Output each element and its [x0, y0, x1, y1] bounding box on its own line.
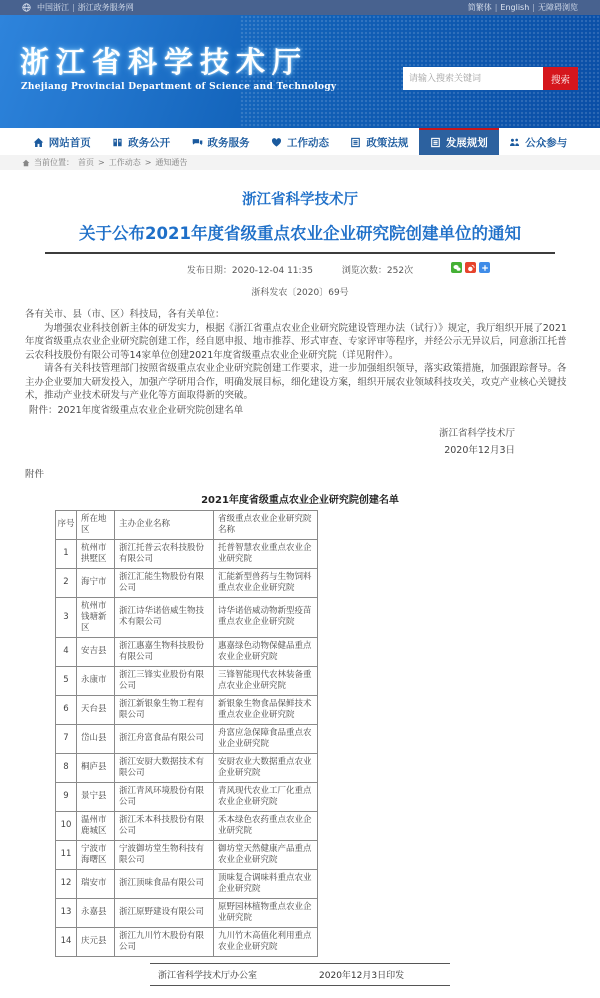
nav-item-6[interactable]: [419, 128, 498, 155]
table-cell: 浙江舟富食品有限公司: [115, 724, 214, 753]
breadcrumb-label: 当前位置：: [34, 158, 74, 167]
signature-org: 浙江省科学技术厅: [438, 428, 515, 439]
separator: |: [532, 3, 535, 12]
article-title-main: 关于公布2021年度省级重点农业企业研究院创建单位的通知: [79, 224, 521, 243]
breadcrumb: [0, 155, 600, 170]
separator: |: [72, 3, 75, 12]
table-cell: 宁波御坊堂生物科技有限公司: [115, 840, 214, 869]
attachment-line: 附件：2021年度省级重点农业企业研究院创建名单: [29, 404, 244, 416]
share-bar: [451, 262, 490, 273]
table-cell: 禾本绿色农药重点农业企业研究院: [214, 811, 318, 840]
nav-label: 政策法规: [366, 137, 409, 149]
table-cell: 新银象生物食品保鲜技术重点农业企业研究院: [214, 695, 318, 724]
table-cell: 5: [56, 666, 77, 695]
table-cell: 14: [56, 927, 77, 956]
doc-number: 浙科发农〔2020〕69号: [251, 288, 349, 298]
top-bar-right-links: [468, 2, 578, 13]
nav-item-1[interactable]: [22, 128, 101, 155]
table-cell: 永康市: [77, 666, 115, 695]
heart-icon: [271, 137, 282, 148]
nav-label: 公众参与: [525, 137, 568, 149]
table-cell: 6: [56, 695, 77, 724]
table-row: [56, 695, 318, 724]
article-title-org: 浙江省科学技术厅: [242, 192, 358, 208]
attachment-label: 附件: [25, 469, 45, 480]
table-cell: 浙江三锋实业股份有限公司: [115, 666, 214, 695]
document-icon: [430, 137, 441, 148]
site-title: 浙江省科学技术厅: [20, 45, 309, 79]
table-cell: 4: [56, 637, 77, 666]
breadcrumb-item-1[interactable]: 首页: [78, 158, 94, 167]
table-cell: 诗华诺倍威动物新型疫苗重点农业企业研究院: [214, 597, 318, 637]
breadcrumb-separator: >: [144, 158, 152, 167]
globe-icon: [22, 3, 31, 12]
table-cell: 杭州市拱墅区: [77, 539, 115, 568]
article: [0, 170, 600, 986]
table-cell: 舟富应急保障食品重点农业企业研究院: [214, 724, 318, 753]
home-icon: [33, 137, 44, 148]
top-link-1[interactable]: 中国浙江: [37, 3, 69, 12]
table-cell: 温州市鹿城区: [77, 811, 115, 840]
wechat-share-icon[interactable]: [451, 262, 462, 273]
separator: |: [494, 3, 498, 12]
table-row: [56, 666, 318, 695]
main-nav: [22, 128, 578, 155]
table-cell: 浙江新银象生物工程有限公司: [115, 695, 214, 724]
table-cell: 浙江惠嘉生物科技股份有限公司: [115, 637, 214, 666]
table-row: [56, 840, 318, 869]
table-cell: 12: [56, 869, 77, 898]
table-cell: 浙江青风环境股份有限公司: [115, 782, 214, 811]
top-right-link-3[interactable]: 无障碍浏览: [538, 3, 578, 12]
table-cell: 浙江托普云农科技股份有限公司: [115, 539, 214, 568]
table-cell: 9: [56, 782, 77, 811]
table-cell: 8: [56, 753, 77, 782]
nav-item-2[interactable]: [101, 128, 180, 155]
table-cell: 2: [56, 568, 77, 597]
table-cell: 1: [56, 539, 77, 568]
more-share-icon[interactable]: [479, 262, 490, 273]
search-button[interactable]: 搜索: [543, 67, 578, 90]
top-right-link-1[interactable]: 简繁体: [467, 3, 492, 12]
table-cell: 汇能新型兽药与生物饲料重点农业企业研究院: [214, 568, 318, 597]
table-row: [56, 782, 318, 811]
table-cell: 13: [56, 898, 77, 927]
table-title: 2021年度省级重点农业企业研究院创建名单: [201, 494, 399, 506]
breadcrumb-item-2[interactable]: 工作动态: [108, 158, 141, 167]
table-header-cell: 所在地区: [77, 510, 115, 539]
table-cell: 浙江安厨大数据技术有限公司: [115, 753, 214, 782]
table-cell: 桐庐县: [77, 753, 115, 782]
search-box: [403, 67, 578, 90]
location-icon: [22, 159, 30, 167]
view-count: 浏览次数：252次: [341, 266, 414, 276]
table-cell: 岱山县: [77, 724, 115, 753]
document-icon: [350, 137, 361, 148]
article-meta: [25, 254, 575, 278]
article-body: [25, 308, 575, 417]
nav-label: 网站首页: [48, 137, 91, 149]
nav-item-3[interactable]: [181, 128, 260, 155]
signature-block: [25, 425, 575, 459]
table-cell: 海宁市: [77, 568, 115, 597]
breadcrumb-separator: >: [98, 158, 105, 167]
table-row: [56, 927, 318, 956]
nav-label: 政务公开: [128, 137, 171, 149]
table-header-cell: 省级重点农业企业研究院名称: [214, 510, 318, 539]
signature-date: 2020年12月3日: [444, 445, 515, 456]
table-cell: 惠嘉绿色动物保健品重点农业企业研究院: [214, 637, 318, 666]
table-cell: 永嘉县: [77, 898, 115, 927]
table-header-cell: 序号: [56, 510, 77, 539]
table-row: [56, 811, 318, 840]
top-right-link-2[interactable]: English: [500, 3, 530, 12]
table-cell: 御坊堂天然健康产品重点农业企业研究院: [214, 840, 318, 869]
weibo-share-icon[interactable]: [465, 262, 476, 273]
issuing-office: 浙江省科学技术厅办公室: [158, 970, 258, 981]
table-cell: 浙江原野建设有限公司: [115, 898, 214, 927]
table-row: [56, 637, 318, 666]
table-cell: 安吉县: [77, 637, 115, 666]
nav-item-4[interactable]: [260, 128, 339, 155]
site-subtitle: Zhejiang Provincial Department of Science and Technology: [21, 82, 337, 92]
book-icon: [112, 137, 123, 148]
table-cell: 浙江九川竹木股份有限公司: [115, 927, 214, 956]
table-cell: 浙江汇能生物股份有限公司: [115, 568, 214, 597]
table-cell: 景宁县: [77, 782, 115, 811]
table-cell: 瑞安市: [77, 869, 115, 898]
table-row: [56, 539, 318, 568]
chat-icon: [192, 137, 203, 148]
paragraph-1: 为增强农业科技创新主体的研发实力，根据《浙江省重点农业企业研究院建设管理办法（试行）》规定，我厅组织开展了2021年度省级重点农业企业研究院创建工作，经自愿申报、地市推荐、形式审查、专家评审等程序，并经公示无异议后，同意浙江托普云农科技股份有限公司等14家单位创建2021年度省级重点农业企业研究院（详见附件）。: [25, 322, 567, 361]
table-row: [56, 869, 318, 898]
table-cell: 原野园林植物重点农业企业研究院: [214, 898, 318, 927]
table-cell: 九川竹木高值化利用重点农业企业研究院: [214, 927, 318, 956]
table-row: [56, 753, 318, 782]
people-icon: [509, 137, 520, 148]
table-row: [56, 597, 318, 637]
table-row: [56, 568, 318, 597]
nav-label: 发展规划: [445, 137, 488, 149]
table-cell: 10: [56, 811, 77, 840]
table-cell: 7: [56, 724, 77, 753]
nav-item-5[interactable]: [340, 128, 419, 155]
paragraph-2: 请各有关科技管理部门按照省级重点农业企业研究院创建工作要求，进一步加强组织领导，落实政策措施，加强跟踪督导。各主办企业要加大研发投入，加强产学研用合作，明确发展目标，细化建设方案，组织开展农业领域科技攻关，攻克产业核心关键技术，推动产业技术研发与产业化等方面取得新的突破。: [25, 363, 567, 401]
table-cell: 三锋智能现代农林装备重点农业企业研究院: [214, 666, 318, 695]
table-cell: 11: [56, 840, 77, 869]
table-cell: 天台县: [77, 695, 115, 724]
table-row: [56, 724, 318, 753]
top-bar-left-links: [22, 2, 134, 13]
breadcrumb-item-3: 通知通告: [155, 158, 188, 167]
nav-label: 政务服务: [207, 137, 250, 149]
table-header-row: [56, 510, 318, 539]
research-institutes-table: [55, 510, 318, 957]
table-cell: 托普智慧农业重点农业企业研究院: [214, 539, 318, 568]
table-cell: 青风现代农业工厂化重点农业企业研究院: [214, 782, 318, 811]
table-cell: 杭州市钱塘新区: [77, 597, 115, 637]
print-date: 2020年12月3日印发: [319, 970, 405, 981]
table-cell: 顶味复合调味料重点农业企业研究院: [214, 869, 318, 898]
top-bar: [0, 0, 600, 15]
table-cell: 宁波市海曙区: [77, 840, 115, 869]
publish-date: 发布日期：2020-12-04 11:35: [186, 266, 314, 276]
table-cell: 浙江诗华诺倍威生物技术有限公司: [115, 597, 214, 637]
header-banner: [0, 15, 600, 128]
top-link-2[interactable]: 浙江政务服务网: [77, 3, 134, 12]
table-header-cell: 主办企业名称: [115, 510, 214, 539]
table-cell: 浙江顶味食品有限公司: [115, 869, 214, 898]
nav-label: 工作动态: [286, 137, 329, 149]
table-cell: 浙江禾本科技股份有限公司: [115, 811, 214, 840]
table-cell: 安厨农业大数据重点农业企业研究院: [214, 753, 318, 782]
table-cell: 庆元县: [77, 927, 115, 956]
table-row: [56, 898, 318, 927]
nav-item-7[interactable]: [499, 128, 578, 155]
search-input[interactable]: [403, 67, 543, 90]
table-cell: 3: [56, 597, 77, 637]
document-footer: [150, 963, 450, 986]
salutation: 各有关市、县（市、区）科技局，各有关单位：: [25, 309, 225, 320]
